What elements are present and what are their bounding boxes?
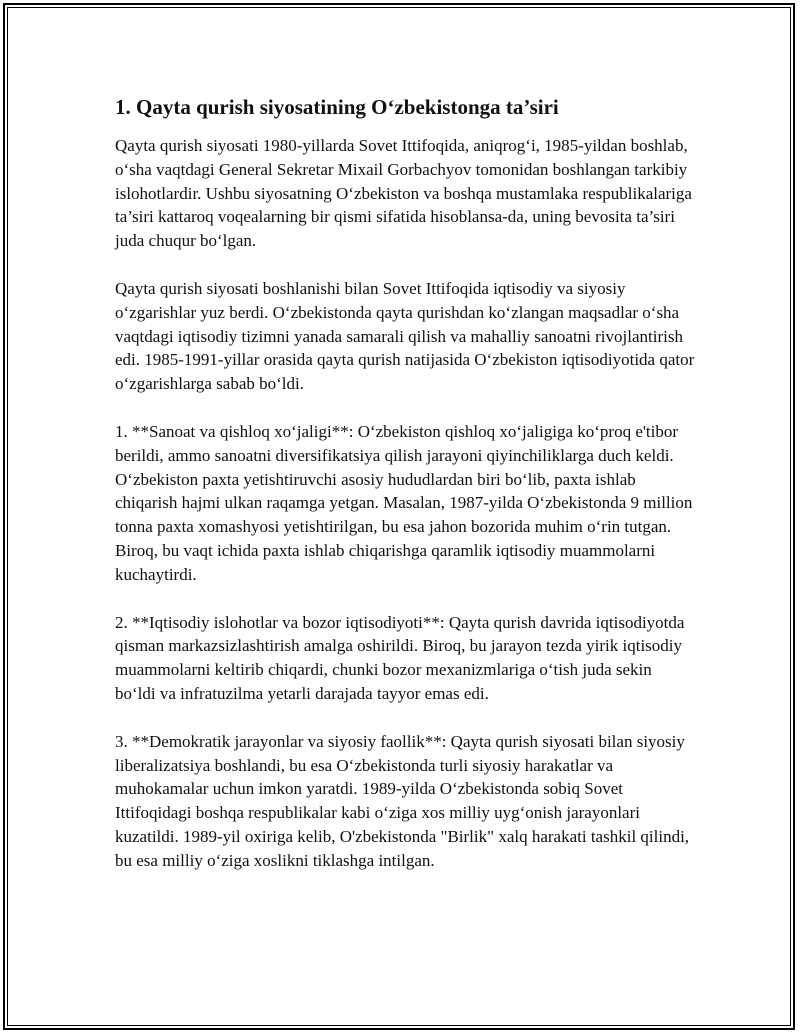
paragraph-economic-reforms: 2. **Iqtisodiy islohotlar va bozor iqtisodiyoti**: Qayta qurish davrida iqtisodiyotda qisman markazsizlashtirish amalga oshirildi. Biroq, bu jarayon tezda yirik iqtisodiy muammolarni keltirib chiqardi, chunki bozor mexanizmlariga o‘tish juda sekin bo‘ldi va infratuzilma yetarli darajada tayyor emas edi. — [115, 612, 685, 703]
paragraph-intro: Qayta qurish siyosati 1980-yillarda Sovet Ittifoqida, aniqrog‘i, 1985-yildan boshlab, o‘sha vaqtdagi General Sekretar Mixail Gorbachyov tomonidan boshlangan tarkibiy islohotlardir. Ushbu siyosatning O‘zbekiston va boshqa mustamlaka respublikalariga ta’siri kattaroq voqealarning bir qismi sifatida hisoblansa-da, uning bevosita ta’siri juda chuqur bo‘lgan. — [115, 136, 692, 251]
document-body — [115, 92, 695, 897]
paragraph-economic-changes: Qayta qurish siyosati boshlanishi bilan Sovet Ittifoqida iqtisodiy va siyosiy o‘zgarishlar yuz berdi. O‘zbekistonda qayta qurishdan ko‘zlangan maqsadlar o‘sha vaqtdagi iqtisodiy tizimni yanada samarali qilish va mahalliy sanoatni rivojlantirish edi. 1985-1991-yillar orasida qayta qurish natijasida O‘zbekiston iqtisodiyotida qator o‘zgarishlarga sabab bo‘ldi. — [115, 278, 695, 394]
paragraph-industry-agriculture: 1. **Sanoat va qishloq xo‘jaligi**: O‘zbekiston qishloq xo‘jaligiga ko‘proq e'tibor berildi, ammo sanoatni diversifikatsiya qilish jarayoni qiyinchiliklarga duch keldi. O‘zbekiston paxta yetishtiruvchi asosiy hududlardan biri bo‘lib, paxta ishlab chiqarish hajmi ulkan raqamga yetgan. Masalan, 1987-yilda O‘zbekistonda 9 million tonna paxta xomashyosi yetishtirilgan, bu esa jahon bozorida muhim o‘rin tutgan. Biroq, bu vaqt ichida paxta ishlab chiqarishga qaramlik iqtisodiy muammolarni kuchaytirdi. — [115, 421, 693, 584]
document-title: 1. Qayta qurish siyosatining O‘zbekistonga ta’siri — [115, 95, 559, 119]
paragraph-democratic-processes: 3. **Demokratik jarayonlar va siyosiy faollik**: Qayta qurish siyosati bilan siyosiy liberalizatsiya boshlandi, bu esa O‘zbekistonda turli siyosiy harakatlar va muhokamalar uchun imkon yaratdi. 1989-yilda O‘zbekistonda sobiq Sovet Ittifoqidagi boshqa respublikalar kabi o‘ziga xos milliy uyg‘onish jarayonlari kuzatildi. 1989-yil oxiriga kelib, O'zbekistonda "Birlik" xalq harakati tashkil qilindi, bu esa milliy o‘ziga xoslikni tiklashga intilgan. — [115, 731, 690, 870]
